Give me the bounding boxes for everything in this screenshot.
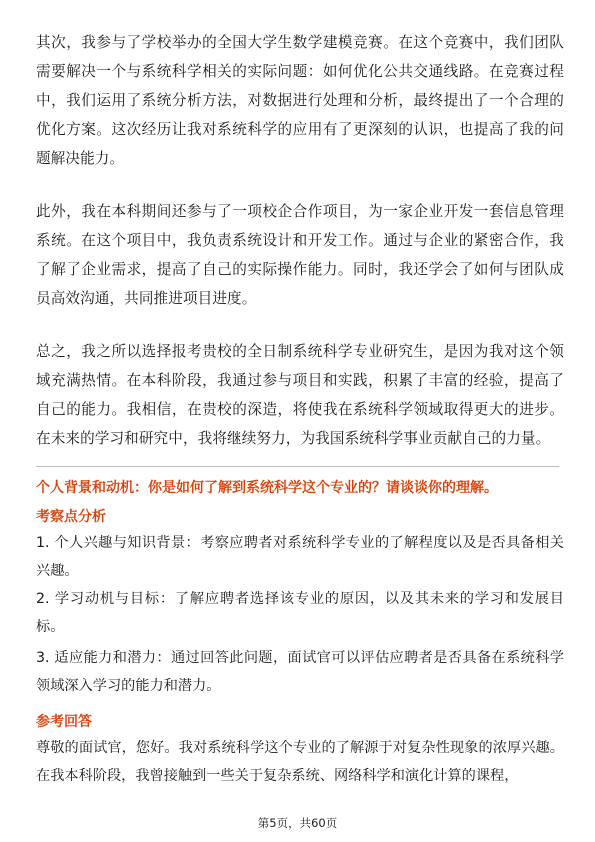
analysis-item: 3. 适应能力和潜力：通过回答此问题，面试官可以评估应聘者是否具备在系统科学领域深入学习的能力和潜力。 bbox=[36, 650, 564, 694]
body-paragraph-project: 此外，我在本科期间还参与了一项校企合作项目，为一家企业开发一套信息管理系统。在这个项目中，我负责系统设计和开发工作。通过与企业的紧密合作，我了解了企业需求，提高了自己的实际操作能力。同时，我还学会了如何与团队成员高效沟通，共同推进项目进度。 bbox=[36, 203, 564, 307]
answer-heading: 参考回答 bbox=[36, 714, 92, 730]
analysis-item: 2. 学习动机与目标：了解应聘者选择该专业的原因，以及其未来的学习和发展目标。 bbox=[36, 591, 564, 635]
body-paragraph-competition: 其次，我参与了学校举办的全国大学生数学建模竞赛。在这个竞赛中，我们团队需要解决一个与系统科学相关的实际问题：如何优化公共交通线路。在竞赛过程中，我们运用了系统分析方法，对数据进行处理和分析，最终提出了一个合理的优化方案。这次经历让我对系统科学的应用有了更深刻的认识，也提高了我的问题解决能力。 bbox=[36, 34, 564, 167]
answer-text: 尊敬的面试官，您好。我对系统科学这个专业的了解源于对复杂性现象的浓厚兴趣。在我本科阶段，我曾接触到一些关于复杂系统、网络科学和演化计算的课程， bbox=[36, 740, 564, 784]
page-footer: 第5页，共60页 bbox=[257, 816, 338, 830]
analysis-item: 1. 个人兴趣与知识背景：考察应聘者对系统科学专业的了解程度以及是否具备相关兴趣。 bbox=[36, 535, 564, 579]
section-divider bbox=[36, 466, 559, 467]
question-title: 个人背景和动机：你是如何了解到系统科学这个专业的？请谈谈你的理解。 bbox=[36, 480, 498, 496]
analysis-heading: 考察点分析 bbox=[36, 509, 106, 525]
body-paragraph-conclusion: 总之，我之所以选择报考贵校的全日制系统科学专业研究生，是因为我对这个领域充满热情。在本科阶段，我通过参与项目和实践，积累了丰富的经验，提高了自己的能力。我相信，在贵校的深造，将使我在系统科学领域取得更大的进步。在未来的学习和研究中，我将继续努力，为我国系统科学事业贡献自己的力量。 bbox=[36, 343, 564, 447]
